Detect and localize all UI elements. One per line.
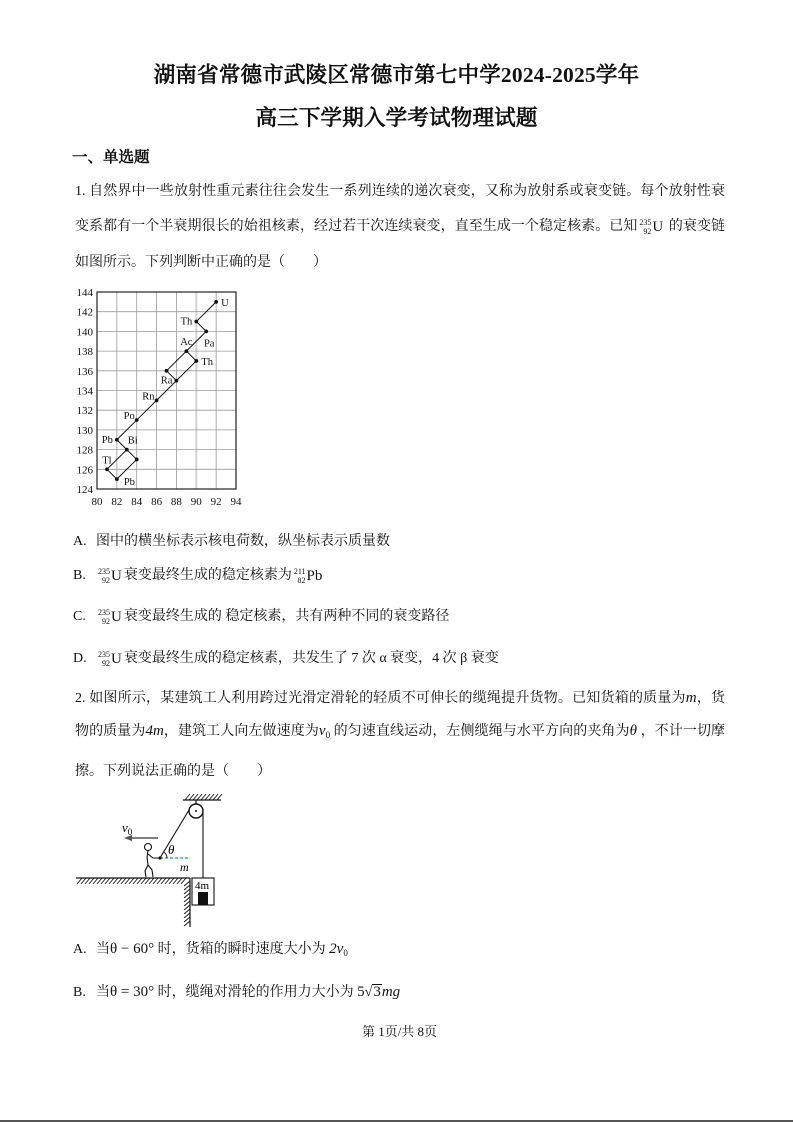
- pulley-axle: [195, 810, 197, 812]
- title-line-1: 湖南省常德市武陵区常德市第七中学2024-2025学年: [153, 63, 640, 87]
- y-tick-label: 130: [76, 424, 93, 437]
- y-tick-label: 144: [76, 287, 93, 299]
- option-prefix: 当: [96, 985, 110, 1000]
- nuclide-label: Pa: [203, 338, 215, 350]
- y-tick-label: 142: [76, 306, 93, 319]
- q1-stem-text-2b: 的衰变链: [665, 219, 726, 235]
- q2-option-b[interactable]: [73, 981, 400, 1004]
- y-tick-label: 138: [76, 346, 93, 359]
- person-mass-label: m: [180, 860, 189, 874]
- decay-chain-chart: [60, 280, 250, 510]
- nuclide-atomic: 92: [102, 576, 110, 585]
- nuclide-atomic: 92: [643, 227, 652, 236]
- nuclide-mass: 211: [293, 567, 306, 576]
- left-rope: [160, 808, 191, 859]
- answer-coefficient: 5: [357, 984, 365, 1000]
- nuclide-label: Pb: [101, 434, 113, 446]
- y-tick-label: 134: [76, 385, 93, 398]
- nuclide-label: Rn: [142, 391, 155, 403]
- q1-stem-text-1: 自然界中一些放射性重元素往往会发生一系列连续的递次衰变，又称为放射系或衰变链。每个放射性衰: [89, 184, 726, 199]
- q1-stem-line-3: 如图所示。下列判断中正确的是（ ）: [75, 255, 327, 270]
- section-heading: 一、单选题: [72, 149, 150, 166]
- velocity-subscript: 0: [127, 827, 133, 837]
- nuclide-point: [115, 438, 119, 442]
- option-label: A.: [73, 534, 87, 549]
- x-tick-label: 92: [210, 496, 222, 508]
- option-label: A.: [73, 942, 87, 957]
- nuclide-label: Bi: [127, 435, 138, 447]
- option-condition: θ = 30°: [110, 984, 155, 1000]
- nuclide-point: [135, 418, 139, 422]
- nuclide-u235: [639, 217, 663, 237]
- var-4m: 4m: [145, 723, 164, 739]
- q1-option-b[interactable]: [73, 565, 324, 587]
- var-theta: θ: [629, 723, 637, 739]
- nuclide-symbol: U: [652, 219, 664, 235]
- option-text: 时，货箱的瞬时速度大小为: [154, 942, 330, 957]
- angle-arc: [164, 852, 167, 858]
- nuclide-pb211: [294, 565, 323, 587]
- sqrt-icon: √: [364, 985, 373, 1000]
- x-tick-label: 80: [91, 496, 103, 508]
- x-tick-label: 86: [151, 496, 163, 508]
- option-condition: θ − 60°: [110, 941, 155, 957]
- x-tick-label: 88: [170, 496, 182, 508]
- q2-stem-text-2d: ，不计一切摩: [636, 724, 726, 739]
- var-v0: [319, 723, 330, 739]
- nuclide-point: [155, 398, 159, 402]
- option-text: 图中的横坐标表示核电荷数，纵坐标表示质量数: [96, 534, 390, 549]
- nuclide-point: [115, 477, 119, 481]
- nuclide-symbol: U: [111, 609, 122, 625]
- q2-stem-text-2a: 物的质量为: [75, 724, 146, 739]
- y-tick-label: 140: [76, 326, 93, 339]
- answer-var: mg: [381, 984, 401, 1000]
- nuclide-label: Th: [201, 356, 213, 368]
- var-v: v: [318, 723, 326, 739]
- worker-figure-icon: [145, 844, 161, 878]
- nuclide-atomic: 92: [102, 659, 110, 668]
- option-prefix: 当: [96, 942, 110, 957]
- option-label: B.: [73, 568, 86, 584]
- q1-stem-text-2a: 变系都有一个半衰期很长的始祖核素，经过若干次连续衰变，直至生成一个稳定核素。已知: [75, 219, 638, 235]
- q2-number: 2.: [75, 691, 86, 706]
- nuclide-point: [175, 379, 179, 383]
- var-m: m: [685, 690, 697, 706]
- nuclide-label: Tl: [102, 455, 112, 467]
- nuclide-mass: 235: [98, 567, 110, 576]
- nuclide-point: [184, 349, 188, 353]
- x-tick-label: 84: [131, 496, 143, 508]
- nuclide-point: [105, 467, 109, 471]
- q1-number: 1.: [75, 184, 86, 199]
- nuclide-point: [125, 448, 129, 452]
- page-footer: 第 1页/共 8页: [361, 1024, 438, 1039]
- nuclide-point: [194, 359, 198, 363]
- nuclide-mass: 235: [98, 608, 110, 617]
- decay-link: [196, 322, 206, 332]
- q2-stem-line-2: [75, 721, 725, 745]
- y-tick-label: 136: [76, 365, 93, 378]
- nuclide-label: Ac: [180, 337, 193, 349]
- y-tick-label: 132: [76, 405, 93, 418]
- nuclide-label: Pb: [123, 477, 135, 489]
- option-label: D.: [73, 651, 87, 667]
- answer-subscript: 0: [343, 948, 348, 958]
- cargo-block: [198, 892, 208, 905]
- option-answer: [329, 941, 348, 957]
- nuclide-label: Po: [123, 411, 135, 423]
- y-tick-label: 124: [76, 484, 93, 496]
- q2-stem-line-1: [75, 688, 725, 709]
- nuclide-point: [194, 320, 198, 324]
- decay-link: [117, 440, 127, 450]
- q1-option-d[interactable]: [73, 648, 499, 670]
- x-tick-label: 90: [190, 496, 202, 508]
- option-text: 衰变最终生成的稳定核素，共发生了 7 次 α 衰变，4 次 β 衰变: [123, 651, 499, 667]
- nuclide-point: [204, 330, 208, 334]
- nuclide-symbol: Pb: [306, 568, 323, 584]
- answer-var: 2v: [329, 941, 344, 957]
- option-label: C.: [73, 609, 86, 625]
- nuclide-u235: [98, 648, 122, 670]
- q1-stem-line-2: [75, 217, 725, 237]
- option-text: 衰变最终生成的 稳定核素，共有两种不同的衰变路径: [123, 609, 450, 625]
- nuclide-symbol: U: [111, 568, 122, 584]
- pulley-diagram: [70, 785, 230, 930]
- q2-option-a[interactable]: [73, 938, 348, 964]
- nuclide-point: [165, 369, 169, 373]
- option-text: 时，缆绳对滑轮的作用力大小为: [154, 985, 358, 1000]
- nuclide-label: U: [221, 297, 229, 309]
- nuclide-symbol: U: [111, 651, 122, 667]
- nuclide-atomic: 82: [297, 576, 306, 585]
- var-v-subscript: 0: [325, 730, 331, 740]
- q2-stem-text-2c: 的匀速直线运动，左侧缆绳与水平方向的夹角为: [330, 724, 630, 739]
- y-tick-label: 128: [76, 444, 93, 457]
- x-tick-label: 82: [111, 496, 123, 508]
- decay-link: [186, 351, 196, 361]
- y-tick-label: 126: [76, 464, 93, 477]
- decay-link: [107, 469, 117, 479]
- nuclide-point: [214, 300, 218, 304]
- nuclide-point: [135, 458, 139, 462]
- nuclide-u235: [98, 606, 122, 628]
- nuclide-label: Ra: [160, 375, 173, 387]
- q1-option-c[interactable]: [73, 606, 449, 628]
- nuclide-mass: 235: [639, 218, 652, 227]
- angle-label: θ: [168, 842, 175, 857]
- velocity-label: [122, 820, 133, 837]
- q1-option-a[interactable]: [73, 531, 390, 553]
- cargo-label: 4m: [195, 880, 210, 892]
- nuclide-atomic: 92: [102, 617, 110, 626]
- decay-link: [127, 450, 137, 460]
- title-line-2: 高三下学期入学考试物理试题: [255, 106, 538, 130]
- q1-stem-line-1: [75, 182, 725, 202]
- nuclide-mass: 235: [98, 650, 110, 659]
- answer-radicand: 3: [373, 984, 381, 1000]
- q2-stem-text-1b: ，货: [696, 691, 726, 706]
- q2-stem-text-1a: 如图所示，某建筑工人利用跨过光滑定滑轮的轻质不可伸长的缆绳提升货物。已知货箱的质量为: [89, 691, 686, 706]
- option-label: B.: [73, 985, 86, 1000]
- velocity-symbol: v: [122, 820, 128, 835]
- nuclide-label: Th: [180, 316, 193, 328]
- q2-stem-text-2b: ，建筑工人向左做速度为: [163, 724, 319, 739]
- q2-stem-line-3: 擦。下列说法正确的是（ ）: [75, 764, 271, 779]
- x-tick-label: 94: [230, 496, 242, 508]
- nuclide-u235: [98, 565, 122, 587]
- option-text: 衰变最终生成的稳定核素为: [123, 568, 292, 584]
